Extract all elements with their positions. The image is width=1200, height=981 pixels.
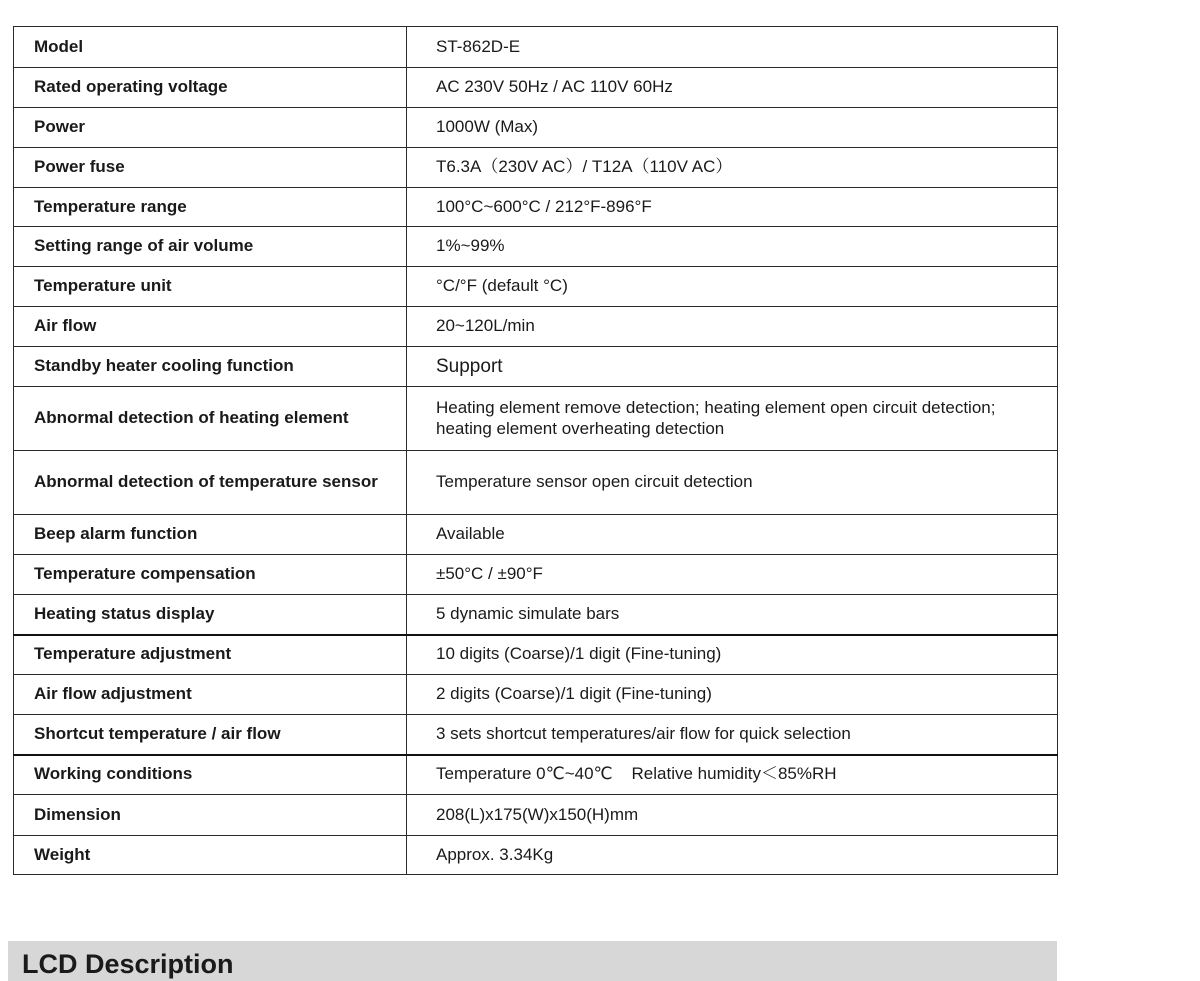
spec-label: Air flow bbox=[14, 307, 407, 347]
spec-value: °C/°F (default °C) bbox=[407, 267, 1058, 307]
table-row bbox=[14, 515, 1058, 555]
table-row bbox=[14, 188, 1058, 227]
spec-value: Temperature sensor open circuit detection bbox=[407, 451, 1058, 515]
table-row bbox=[14, 451, 1058, 515]
table-row bbox=[14, 347, 1058, 387]
spec-value: 5 dynamic simulate bars bbox=[407, 595, 1058, 635]
spec-label: Power fuse bbox=[14, 148, 407, 188]
spec-label: Heating status display bbox=[14, 595, 407, 635]
table-row bbox=[14, 675, 1058, 715]
spec-label: Standby heater cooling function bbox=[14, 347, 407, 387]
spec-value: Approx. 3.34Kg bbox=[407, 836, 1058, 875]
spec-value: Heating element remove detection; heating element open circuit detection; heating element overheating detection bbox=[407, 387, 1058, 451]
spec-label: Temperature adjustment bbox=[14, 635, 407, 675]
spec-value: T6.3A（230V AC）/ T12A（110V AC） bbox=[407, 148, 1058, 188]
spec-label: Temperature unit bbox=[14, 267, 407, 307]
spec-label: Weight bbox=[14, 836, 407, 875]
table-row bbox=[14, 635, 1058, 675]
table-row bbox=[14, 148, 1058, 188]
section-title: LCD Description bbox=[22, 949, 234, 979]
table-row bbox=[14, 555, 1058, 595]
spec-value: 1000W (Max) bbox=[407, 108, 1058, 148]
spec-label: Air flow adjustment bbox=[14, 675, 407, 715]
table-row bbox=[14, 227, 1058, 267]
table-row bbox=[14, 595, 1058, 635]
table-row bbox=[14, 795, 1058, 836]
spec-label: Temperature range bbox=[14, 188, 407, 227]
spec-value: ±50°C / ±90°F bbox=[407, 555, 1058, 595]
spec-label: Working conditions bbox=[14, 755, 407, 795]
spec-value: 208(L)x175(W)x150(H)mm bbox=[407, 795, 1058, 836]
specifications-table bbox=[13, 26, 1058, 875]
table-row bbox=[14, 27, 1058, 68]
spec-value: 2 digits (Coarse)/1 digit (Fine-tuning) bbox=[407, 675, 1058, 715]
spec-label: Setting range of air volume bbox=[14, 227, 407, 267]
table-row bbox=[14, 755, 1058, 795]
spec-value: Temperature 0℃~40℃ Relative humidity＜85%RH bbox=[407, 755, 1058, 795]
spec-value: 1%~99% bbox=[407, 227, 1058, 267]
spec-value: 3 sets shortcut temperatures/air flow for quick selection bbox=[407, 715, 1058, 755]
spec-value: Support bbox=[407, 347, 1058, 387]
table-row bbox=[14, 68, 1058, 108]
spec-label: Abnormal detection of heating element bbox=[14, 387, 407, 451]
table-row bbox=[14, 715, 1058, 755]
spec-label: Model bbox=[14, 27, 407, 68]
spec-label: Temperature compensation bbox=[14, 555, 407, 595]
spec-value: 20~120L/min bbox=[407, 307, 1058, 347]
spec-label: Abnormal detection of temperature sensor bbox=[14, 451, 407, 515]
spec-value: 10 digits (Coarse)/1 digit (Fine-tuning) bbox=[407, 635, 1058, 675]
spec-value: 100°C~600°C / 212°F-896°F bbox=[407, 188, 1058, 227]
table-row bbox=[14, 267, 1058, 307]
spec-value: AC 230V 50Hz / AC 110V 60Hz bbox=[407, 68, 1058, 108]
section-header bbox=[8, 941, 1057, 981]
table-row bbox=[14, 836, 1058, 875]
spec-label: Rated operating voltage bbox=[14, 68, 407, 108]
table-row bbox=[14, 387, 1058, 451]
spec-label: Power bbox=[14, 108, 407, 148]
table-row bbox=[14, 307, 1058, 347]
spec-value: Available bbox=[407, 515, 1058, 555]
spec-label: Beep alarm function bbox=[14, 515, 407, 555]
spec-label: Dimension bbox=[14, 795, 407, 836]
table-row bbox=[14, 108, 1058, 148]
spec-value: ST-862D-E bbox=[407, 27, 1058, 68]
spec-label: Shortcut temperature / air flow bbox=[14, 715, 407, 755]
